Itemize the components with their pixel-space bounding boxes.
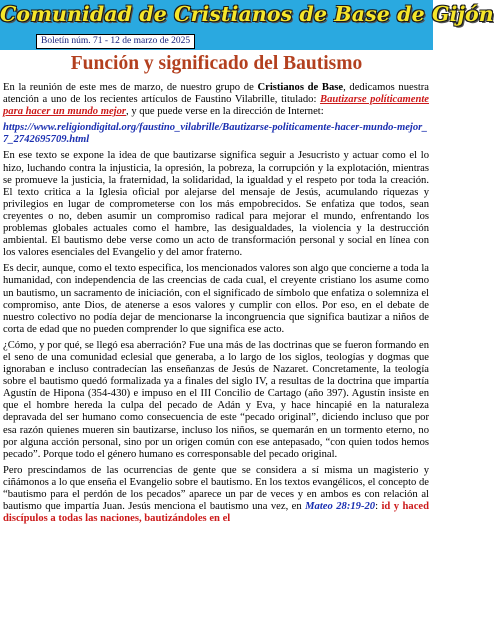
paragraph-infant-baptism: Es decir, aunque, como el texto especifica, los mencionados valores son algo que concierne a toda la humanidad, con independencia de las creencias de cada cual, el creyente cristiano los asume como un bautismo, un sacramento de iniciación, con el significado de símbolo que enfatiza o solemniza el compromiso, ante Dios, de atenerse a esos valores y cumplir con ellos. Por eso, en el debate de nuestro colectivo no podía dejar de mencionarse la incongruencia que significa bautizar a niños de corta de edad que no pueden comprender lo que significa ese acto. xyxy=(3,263,429,335)
gospel-text: Pero prescindamos de las ocurrencias de gente que se considera a sí misma un magisterio y ciñámonos a lo que enseña el Evangelio sobre el bautismo. En los textos evangélicos, el concepto de “bautismo para el perdón de los pecados” aparece un par de veces y en ambos es con relación al bautismo que impartía Juan. Jesús menciona el bautismo una vez, en xyxy=(3,464,429,513)
group-name: Cristianos de Base xyxy=(257,82,344,93)
paragraph-history: ¿Cómo, y por qué, se llegó esa aberración? Fue una más de las doctrinas que se fueron formando en el seno de una comunidad eclesial que generaba, a lo largo de los siglos, teologías y dogmas que ignoraban e incluso contradecían las enseñanzas de Jesús de Nazaret. Concretamente, la teología sobre el bautismo quedó formalizada ya a finales del siglo IV, a resultas de la doctrina que impartía Agustín de Hipona (354-430) e impuso en el III Concilio de Cartago (año 397). Agustín insiste en que el hombre hereda la culpa del pecado de Adán y Eva, y hace hincapié en la naturaleza depravada del ser humano como consecuencia de este “pecado original”, diciendo incluso que por esa razón quienes mueren sin bautizarse, incluso los niños, se quemarán en un tormento eterno, no por alguna acción personal, sino por un origen común con ese antepasado, “con quien todos hemos pecado”. Porque todo el género humano es corresponsable del pecado original. xyxy=(3,339,429,460)
masthead-banner xyxy=(0,0,494,50)
colon: : xyxy=(375,501,382,513)
paragraph-gospel xyxy=(3,465,429,525)
intro-text-start: En la reunión de este mes de marzo, de nuestro grupo de xyxy=(3,82,258,93)
masthead-title: Comunidad de Cristianos de Base de Gijón xyxy=(0,2,494,26)
bible-quote: id y haced discípulos a todas las naciones, bautizándoles en el xyxy=(3,501,429,525)
paragraph-intro xyxy=(3,82,429,146)
article-title: Función y significado del Bautismo xyxy=(70,53,363,74)
bible-reference: Mateo 28:19-20 xyxy=(305,501,376,513)
article-title-link[interactable]: Bautizarse políticamente para hacer un mundo mejor xyxy=(3,94,429,118)
article-body xyxy=(3,82,429,529)
intro-text-middle: , dedicamos nuestra atención a uno de los recientes artículos de Faustino Vilabrille, titulado: xyxy=(3,82,430,106)
intro-text-end: , y que puede verse en la dirección de Internet: xyxy=(126,106,324,118)
paragraph-summary: En ese texto se expone la idea de que bautizarse significa seguir a Jesucristo y actuar como el lo hizo, luchando contra la injusticia, la opresión, la pobreza, la corrupción y la explotación, mientras se promueve la justicia, la fraternidad, la solidaridad, la igualdad y el respeto por toda la creación. El texto critica a la Iglesia oficial por alejarse del mensaje de Jesús, acumulando riquezas y privilegios en lugar de comprometerse con los más empobrecidos. Se enfatiza que todos, sean creyentes o no, deben asumir un compromiso radical para mejorar el mundo, enfrentando los problemas globales actuales como el hambre, las desigualdades, la violencia y la destrucción ambiental. El bautismo debe verse como un acto de transformación personal y social en línea con los valores esenciales del Evangelio y del amor fraterno. xyxy=(3,150,429,259)
article-url-link[interactable]: https://www.religiondigital.org/faustino_vilabrille/Bautizarse-politicamente-hacer-mundo-mejor_7_2742695709.html xyxy=(3,122,428,146)
bulletin-info: Boletín núm. 71 - 12 de marzo de 2025 xyxy=(36,34,195,49)
